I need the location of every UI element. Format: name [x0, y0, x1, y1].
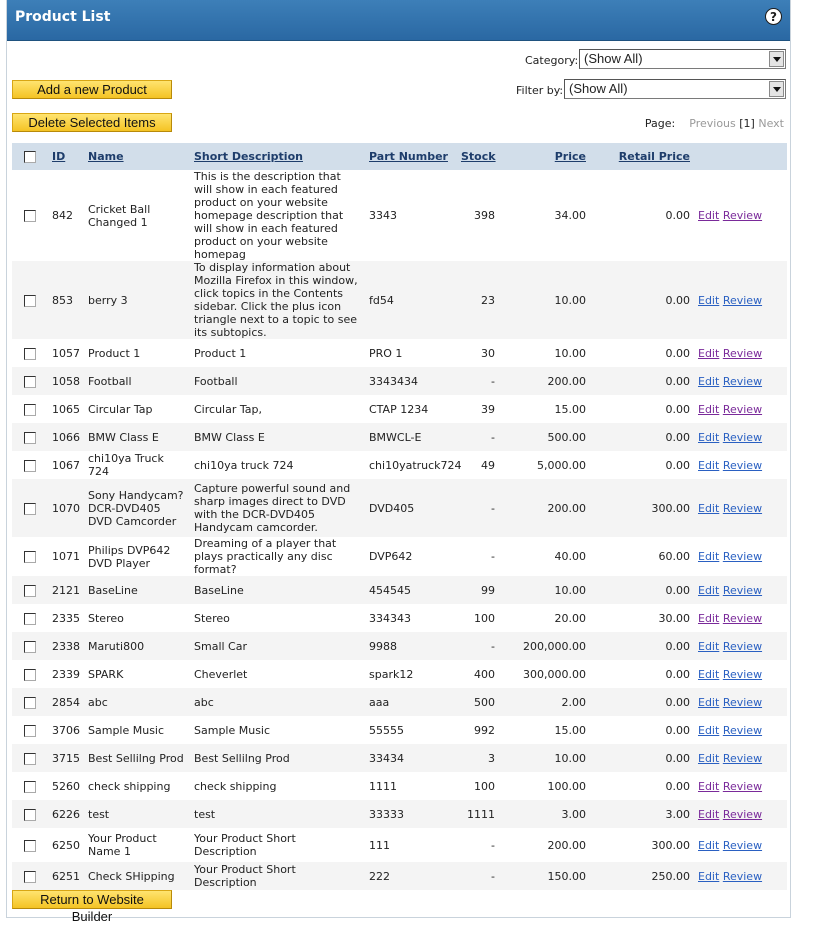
row-part-number: 222 — [365, 862, 457, 890]
edit-link[interactable]: Edit — [698, 402, 720, 416]
row-part-number: DVP642 — [369, 550, 413, 563]
row-price: 10.00 — [499, 261, 590, 339]
row-retail-price: 0.00 — [590, 744, 694, 772]
row-select-cell — [12, 423, 48, 451]
row-select-cell — [12, 261, 48, 339]
row-id: 842 — [52, 209, 73, 222]
row-actions — [694, 828, 787, 862]
row-price: 200.00 — [547, 838, 586, 852]
row-select-cell — [12, 688, 48, 716]
row-id: 2121 — [48, 576, 84, 604]
col-name[interactable]: Name — [84, 143, 190, 170]
row-select-cell — [12, 828, 48, 862]
row-retail-price: 30.00 — [658, 611, 690, 625]
row-actions — [694, 800, 787, 828]
row-part-number: chi10yatruck724 — [369, 458, 462, 472]
row-retail-price: 60.00 — [658, 550, 690, 563]
review-link[interactable]: Review — [722, 751, 763, 765]
title-bar — [7, 0, 790, 41]
row-price: 15.00 — [554, 723, 586, 737]
row-price: 10.00 — [554, 346, 586, 360]
table-row — [12, 604, 787, 632]
review-link[interactable]: Review — [722, 667, 763, 681]
row-id: 6251 — [48, 862, 84, 890]
page-title: Product List — [15, 9, 111, 25]
row-retail-price: 0.00 — [665, 402, 690, 416]
row-part-number: 3343434 — [365, 367, 457, 395]
edit-link[interactable]: Edit — [698, 838, 720, 852]
edit-link[interactable]: Edit — [698, 550, 720, 563]
col-price[interactable]: Price — [499, 143, 590, 170]
row-retail-price: 0.00 — [590, 576, 694, 604]
row-actions — [694, 367, 787, 395]
row-price: 100.00 — [547, 779, 586, 793]
row-short-description: Dreaming of a player that plays practically any disc format? — [194, 537, 337, 576]
row-id: 1067 — [52, 458, 80, 472]
row-name: BMW Class E — [84, 423, 190, 451]
row-retail-price: 0.00 — [665, 723, 690, 737]
review-link[interactable]: Review — [722, 346, 763, 360]
chevron-down-icon — [769, 51, 784, 67]
edit-link[interactable]: Edit — [698, 583, 720, 597]
row-actions — [694, 451, 787, 479]
row-stock: 30 — [481, 346, 495, 360]
edit-link[interactable]: Edit — [698, 639, 720, 653]
row-part-number: 9988 — [365, 632, 457, 660]
row-short-description: check shipping — [194, 779, 277, 793]
review-link[interactable]: Review — [722, 501, 763, 515]
table-row — [12, 367, 787, 395]
table-row — [12, 576, 787, 604]
row-select-cell — [12, 660, 48, 688]
row-name: Philips DVP642 DVD Player — [88, 543, 171, 570]
col-id[interactable]: ID — [48, 143, 84, 170]
row-price: 150.00 — [499, 862, 590, 890]
row-price: 200.00 — [499, 367, 590, 395]
row-select-cell — [12, 395, 48, 423]
row-stock: - — [491, 550, 495, 563]
row-checkbox[interactable] — [24, 840, 36, 852]
row-retail-price: 300.00 — [651, 838, 690, 852]
row-actions — [694, 576, 787, 604]
row-stock: - — [457, 423, 499, 451]
row-part-number: 33333 — [365, 800, 457, 828]
row-id: 1057 — [52, 346, 80, 360]
row-name: Stereo — [88, 611, 124, 625]
row-name: Sample Music — [88, 723, 165, 737]
row-part-number: 334343 — [369, 611, 411, 625]
row-actions — [694, 744, 787, 772]
row-checkbox[interactable] — [24, 432, 36, 444]
row-name: Football — [84, 367, 190, 395]
row-name: check shipping — [88, 779, 171, 793]
row-id: 1058 — [48, 367, 84, 395]
edit-link[interactable]: Edit — [698, 723, 720, 737]
edit-link[interactable]: Edit — [698, 869, 720, 883]
row-price: 40.00 — [554, 550, 586, 563]
row-select-cell — [12, 632, 48, 660]
row-actions — [694, 423, 787, 451]
filter-select-value: (Show All) — [569, 81, 628, 96]
row-actions — [694, 604, 787, 632]
review-link[interactable]: Review — [722, 293, 763, 307]
row-retail-price: 300.00 — [590, 479, 694, 537]
row-id: 2338 — [48, 632, 84, 660]
row-stock: 39 — [481, 402, 495, 416]
row-short-description: Circular Tap, — [194, 402, 262, 416]
row-id: 2339 — [52, 667, 80, 681]
row-actions — [694, 170, 787, 261]
row-short-description: Stereo — [194, 611, 230, 625]
table-row — [12, 828, 787, 862]
table-row — [12, 537, 787, 576]
row-part-number: 1111 — [369, 779, 397, 793]
row-short-description: Best Sellilng Prod — [190, 744, 365, 772]
table-row — [12, 688, 787, 716]
help-icon[interactable]: ? — [765, 8, 782, 25]
row-stock: 100 — [474, 611, 495, 625]
row-checkbox[interactable] — [24, 753, 36, 765]
product-list-panel — [6, 0, 791, 924]
row-name: Maruti800 — [84, 632, 190, 660]
row-select-cell — [12, 800, 48, 828]
select-all-checkbox[interactable] — [24, 151, 36, 163]
row-actions — [694, 339, 787, 367]
review-link[interactable]: Review — [722, 430, 763, 444]
row-part-number: fd54 — [365, 261, 457, 339]
row-name: test — [84, 800, 190, 828]
add-product-button[interactable]: Add a new Product — [12, 80, 172, 99]
row-retail-price: 0.00 — [590, 261, 694, 339]
row-id: 6226 — [48, 800, 84, 828]
row-name: BaseLine — [84, 576, 190, 604]
row-actions — [694, 688, 787, 716]
row-part-number: PRO 1 — [369, 346, 403, 360]
row-select-cell — [12, 862, 48, 890]
row-id: 2335 — [52, 611, 80, 625]
review-link[interactable]: Review — [722, 869, 763, 883]
pager-current: [1] — [739, 117, 755, 130]
row-part-number: CTAP 1234 — [369, 402, 429, 416]
row-stock: - — [457, 367, 499, 395]
row-actions — [694, 660, 787, 688]
row-checkbox[interactable] — [24, 295, 36, 307]
edit-link[interactable]: Edit — [698, 346, 720, 360]
row-select-cell — [12, 716, 48, 744]
edit-link[interactable]: Edit — [698, 209, 720, 222]
review-link[interactable]: Review — [722, 550, 763, 563]
row-part-number: DVD405 — [365, 479, 457, 537]
row-select-cell — [12, 367, 48, 395]
table-row — [12, 772, 787, 800]
row-select-cell — [12, 576, 48, 604]
row-select-cell — [12, 170, 48, 261]
row-retail-price: 0.00 — [665, 667, 690, 681]
row-actions — [694, 261, 787, 339]
col-stock[interactable]: Stock — [457, 143, 499, 170]
row-short-description: Sample Music — [194, 723, 271, 737]
row-id: 1066 — [48, 423, 84, 451]
table-row — [12, 479, 787, 537]
row-checkbox[interactable] — [24, 641, 36, 653]
row-short-description: BaseLine — [190, 576, 365, 604]
row-retail-price: 0.00 — [665, 458, 690, 472]
row-short-description: Your Product Short Description — [194, 832, 296, 858]
table-row — [12, 261, 787, 339]
table-row — [12, 632, 787, 660]
row-retail-price: 3.00 — [590, 800, 694, 828]
row-price: 300,000.00 — [523, 667, 586, 681]
category-select-value: (Show All) — [584, 51, 643, 66]
row-checkbox[interactable] — [24, 404, 36, 416]
row-name: Check SHipping — [84, 862, 190, 890]
table-row — [12, 716, 787, 744]
pager-next[interactable]: Next — [758, 117, 784, 130]
table-row — [12, 744, 787, 772]
row-part-number: 111 — [369, 838, 390, 852]
row-retail-price: 0.00 — [665, 779, 690, 793]
edit-link[interactable]: Edit — [698, 695, 720, 709]
row-select-cell — [12, 537, 48, 576]
row-price: 10.00 — [499, 576, 590, 604]
row-retail-price: 0.00 — [590, 367, 694, 395]
row-price: 200,000.00 — [499, 632, 590, 660]
table-row — [12, 451, 787, 479]
row-select-cell — [12, 744, 48, 772]
col-part-number[interactable]: Part Number — [365, 143, 457, 170]
row-checkbox[interactable] — [24, 669, 36, 681]
row-select-cell — [12, 451, 48, 479]
row-short-description: To display information about Mozilla Firefox in this window, click topics in the Contents sidebar. Click the plus icon triangle next to a topic to see its subtopics. — [190, 261, 365, 339]
row-price: 2.00 — [499, 688, 590, 716]
table-row — [12, 395, 787, 423]
row-short-description: Product 1 — [194, 346, 247, 360]
row-select-cell — [12, 772, 48, 800]
review-link[interactable]: Review — [722, 807, 763, 821]
edit-link[interactable]: Edit — [698, 430, 720, 444]
pager-previous[interactable]: Previous — [689, 117, 736, 130]
row-part-number: 33434 — [365, 744, 457, 772]
table-row — [12, 862, 787, 890]
row-actions — [694, 479, 787, 537]
row-stock: - — [457, 862, 499, 890]
row-checkbox[interactable] — [24, 871, 36, 883]
edit-link[interactable]: Edit — [698, 374, 720, 388]
review-link[interactable]: Review — [722, 695, 763, 709]
row-name: Cricket Ball Changed 1 — [88, 202, 151, 229]
row-id: 3706 — [52, 723, 80, 737]
edit-link[interactable]: Edit — [698, 667, 720, 681]
edit-link[interactable]: Edit — [698, 458, 720, 472]
row-name: abc — [84, 688, 190, 716]
filter-select[interactable] — [564, 79, 786, 99]
review-link[interactable]: Review — [722, 402, 763, 416]
row-actions — [694, 772, 787, 800]
row-stock: 100 — [474, 779, 495, 793]
row-stock: 992 — [474, 723, 495, 737]
row-name: SPARK — [88, 667, 124, 681]
row-name: Best Sellilng Prod — [84, 744, 190, 772]
row-checkbox[interactable] — [24, 809, 36, 821]
row-retail-price: 0.00 — [590, 423, 694, 451]
row-checkbox[interactable] — [24, 210, 36, 222]
row-checkbox[interactable] — [24, 348, 36, 360]
select-all-checkbox-cell — [12, 143, 48, 170]
row-select-cell — [12, 604, 48, 632]
row-short-description: Cheverlet — [194, 667, 248, 681]
row-stock: 400 — [474, 667, 495, 681]
review-link[interactable]: Review — [722, 779, 763, 793]
row-retail-price: 0.00 — [665, 346, 690, 360]
review-link[interactable]: Review — [722, 611, 763, 625]
row-short-description: chi10ya truck 724 — [194, 458, 294, 472]
row-checkbox[interactable] — [24, 725, 36, 737]
row-stock: 23 — [457, 261, 499, 339]
edit-link[interactable]: Edit — [698, 501, 720, 515]
row-stock: 49 — [481, 458, 495, 472]
table-row — [12, 423, 787, 451]
edit-link[interactable]: Edit — [698, 779, 720, 793]
row-actions — [694, 537, 787, 576]
row-stock: - — [491, 838, 495, 852]
category-label: Category: — [525, 54, 579, 67]
review-link[interactable]: Review — [722, 374, 763, 388]
row-part-number: spark12 — [369, 667, 414, 681]
row-stock: 99 — [457, 576, 499, 604]
row-part-number: BMWCL-E — [365, 423, 457, 451]
col-retail-price[interactable]: Retail Price — [590, 143, 694, 170]
row-name: Sony Handycam? DCR-DVD405 DVD Camcorder — [84, 479, 190, 537]
product-table — [12, 143, 787, 890]
row-name: Product 1 — [88, 346, 141, 360]
filter-label: Filter by: — [516, 84, 564, 97]
row-price: 3.00 — [499, 800, 590, 828]
row-checkbox[interactable] — [24, 697, 36, 709]
row-short-description: Football — [190, 367, 365, 395]
row-retail-price: 250.00 — [590, 862, 694, 890]
row-checkbox[interactable] — [24, 376, 36, 388]
row-actions — [694, 395, 787, 423]
row-checkbox[interactable] — [24, 551, 36, 563]
row-checkbox[interactable] — [24, 460, 36, 472]
row-id: 6250 — [52, 838, 80, 852]
chevron-down-icon — [769, 81, 784, 97]
row-part-number: aaa — [365, 688, 457, 716]
row-short-description: test — [190, 800, 365, 828]
delete-selected-button[interactable]: Delete Selected Items — [12, 113, 172, 132]
row-short-description: Small Car — [190, 632, 365, 660]
row-price: 5,000.00 — [537, 458, 586, 472]
row-price: 34.00 — [554, 209, 586, 222]
row-checkbox[interactable] — [24, 781, 36, 793]
edit-link[interactable]: Edit — [698, 751, 720, 765]
review-link[interactable]: Review — [722, 458, 763, 472]
row-price: 10.00 — [499, 744, 590, 772]
row-price: 15.00 — [554, 402, 586, 416]
table-row — [12, 800, 787, 828]
row-actions — [694, 716, 787, 744]
row-checkbox[interactable] — [24, 613, 36, 625]
table-row — [12, 660, 787, 688]
row-stock: - — [457, 632, 499, 660]
row-short-description: This is the description that will show in each featured product on your website homepage description that will show in each featured product on your website homepag — [194, 170, 344, 261]
edit-link[interactable]: Edit — [698, 611, 720, 625]
row-id: 3715 — [48, 744, 84, 772]
row-id: 2854 — [48, 688, 84, 716]
row-actions — [694, 632, 787, 660]
row-id: 853 — [48, 261, 84, 339]
table-header — [12, 143, 787, 170]
edit-link[interactable]: Edit — [698, 807, 720, 821]
row-short-description: BMW Class E — [190, 423, 365, 451]
review-link[interactable]: Review — [722, 583, 763, 597]
row-select-cell — [12, 339, 48, 367]
col-short-description[interactable]: Short Description — [190, 143, 365, 170]
row-stock: 398 — [474, 209, 495, 222]
row-id: 1070 — [48, 479, 84, 537]
edit-link[interactable]: Edit — [698, 293, 720, 307]
row-stock: 1111 — [457, 800, 499, 828]
table-row — [12, 170, 787, 261]
review-link[interactable]: Review — [722, 723, 763, 737]
row-id: 5260 — [52, 779, 80, 793]
row-short-description: Your Product Short Description — [190, 862, 365, 890]
row-stock: - — [457, 479, 499, 537]
row-name: Circular Tap — [88, 402, 153, 416]
row-actions — [694, 862, 787, 890]
row-id: 1071 — [52, 550, 80, 563]
row-part-number: 3343 — [369, 209, 397, 222]
row-stock: 500 — [457, 688, 499, 716]
row-part-number: 454545 — [365, 576, 457, 604]
review-link[interactable]: Review — [722, 639, 763, 653]
row-retail-price: 0.00 — [590, 632, 694, 660]
row-part-number: 55555 — [369, 723, 404, 737]
review-link[interactable]: Review — [722, 209, 763, 222]
return-to-website-builder-button[interactable]: Return to Website Builder — [12, 890, 172, 909]
row-price: 200.00 — [499, 479, 590, 537]
row-short-description: abc — [190, 688, 365, 716]
row-name: chi10ya Truck 724 — [88, 452, 164, 478]
row-stock: 3 — [457, 744, 499, 772]
col-actions — [694, 143, 787, 170]
row-checkbox[interactable] — [24, 585, 36, 597]
row-price: 20.00 — [554, 611, 586, 625]
row-short-description: Capture powerful sound and sharp images direct to DVD with the DCR-DVD405 Handycam camcorder. — [190, 479, 365, 537]
pager-label: Page: — [644, 117, 676, 130]
row-id: 1065 — [52, 402, 80, 416]
row-retail-price: 0.00 — [590, 688, 694, 716]
row-select-cell — [12, 479, 48, 537]
row-price: 500.00 — [499, 423, 590, 451]
table-row — [12, 339, 787, 367]
row-retail-price: 0.00 — [665, 209, 690, 222]
row-checkbox[interactable] — [24, 503, 36, 515]
category-select[interactable] — [579, 49, 786, 69]
pager — [645, 117, 784, 130]
review-link[interactable]: Review — [722, 838, 763, 852]
row-name: berry 3 — [84, 261, 190, 339]
row-name: Your Product Name 1 — [88, 832, 157, 858]
